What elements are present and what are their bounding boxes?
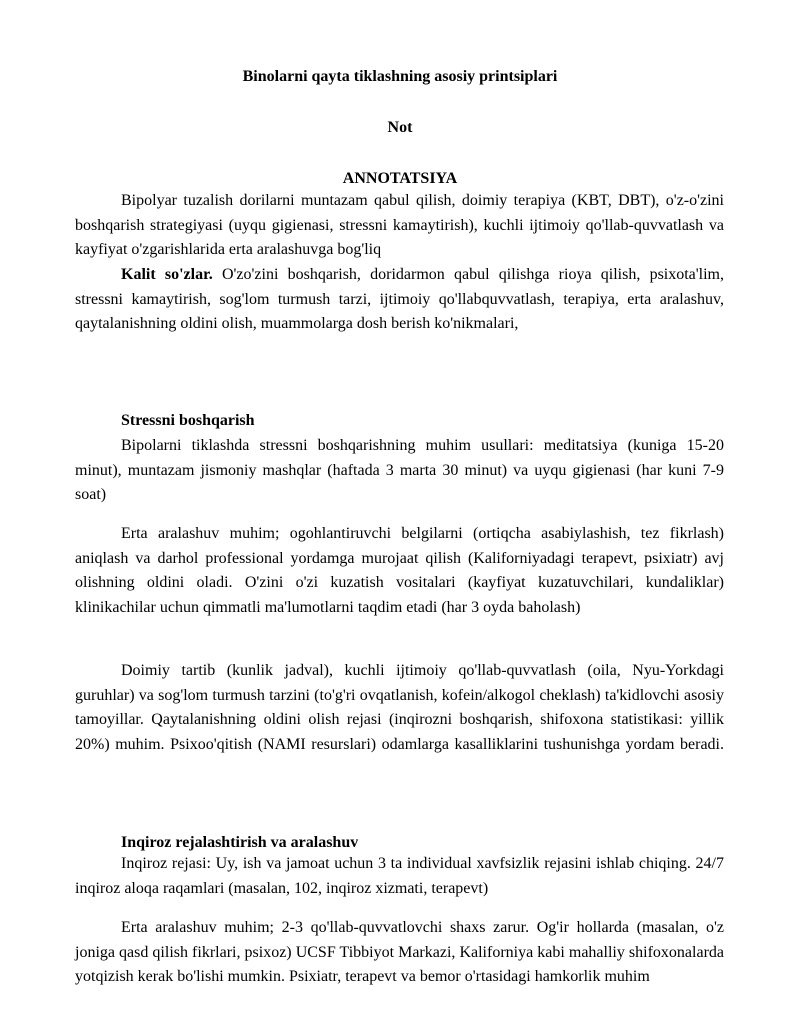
- section1-paragraph-3: Doimiy tartib (kunlik jadval), kuchli ijtimoiy qo'llab-quvvatlash (oila, Nyu-Yorkdagi guruhlar) va sog'lom turmush tarzini (to'g'ri ovqatlanish, kofein/alkogol cheklash) ta'kidlovchi asosiy tamoyillar. Qaytalanishning oldini olish rejasi (inqirozni boshqarish, shifoxona statistikasi: yillik 20%) muhim. Psixoo'qitish (NAMI resurslari) odamlarga kasalliklarini tushunishga yordam beradi.: [75, 662, 724, 753]
- author-line: Not: [387, 119, 413, 136]
- abstract-heading: ANNOTATSIYA: [342, 170, 458, 187]
- section2-paragraph-1: Inqiroz rejasi: Uy, ish va jamoat uchun 3 ta individual xavfsizlik rejasini ishlab chiqing. 24/7 inqiroz aloqa raqamlari (masalan, 102, inqiroz xizmati, terapevt): [75, 855, 724, 897]
- abstract-paragraph: Bipolyar tuzalish dorilarni muntazam qabul qilish, doimiy terapiya (KBT, DBT), o'z-o'zini boshqarish strategiyasi (uyqu gigienasi, stressni kamaytirish), kuchli ijtimoiy qo'llab-quvvatlash va kayfiyat o'zgarishlarida erta aralashuvga bog'liq: [75, 192, 724, 258]
- section2-paragraph-2: Erta aralashuv muhim; 2-3 qo'llab-quvvatlovchi shaxs zarur. Og'ir hollarda (masalan, o'z joniga qasd qilish fikrlari, psixoz) UCSF Tibbiyot Markazi, Kaliforniya kabi mahalliy shifoxonalarda yotqizish kerak bo'lishi mumkin. Psixiatr, terapevt va bemor o'rtasidagi hamkorlik muhim: [75, 919, 724, 985]
- keywords-paragraph: [75, 263, 724, 337]
- section1-paragraph-1: Bipolarni tiklashda stressni boshqarishning muhim usullari: meditatsiya (kuniga 15-20 minut), muntazam jismoniy mashqlar (haftada 3 marta 30 minut) va uyqu gigienasi (har kuni 7-9 soat): [75, 437, 724, 503]
- section-heading-stress: Stressni boshqarish: [121, 412, 255, 429]
- document-title: Binolarni qayta tiklashning asosiy printsiplari: [242, 68, 558, 85]
- keywords-label: Kalit so'zlar.: [121, 266, 213, 283]
- keywords-text: O'zo'zini boshqarish, doridarmon qabul qilishga rioya qilish, psixota'lim, stressni kamaytirish, sog'lom turmush tarzi, ijtimoiy qo'llabquvvatlash, terapiya, erta aralashuv, qaytalanishning oldini olish, muammolarga dosh berish ko'nikmalari,: [75, 266, 725, 332]
- section1-paragraph-2: Erta aralashuv muhim; ogohlantiruvchi belgilarni (ortiqcha asabiylashish, tez fikrlash) aniqlash va darhol professional yordamga murojaat qilish (Kaliforniyadagi terapevt, psixiatr) avj olishning oldini oladi. O'zini o'zi kuzatish vositalari (kayfiyat kuzatuvchilari, kundaliklar) klinikachilar uchun qimmatli ma'lumotlarni taqdim etadi (har 3 oyda baholash): [75, 525, 724, 616]
- section-heading-crisis: Inqiroz rejalashtirish va aralashuv: [121, 834, 359, 851]
